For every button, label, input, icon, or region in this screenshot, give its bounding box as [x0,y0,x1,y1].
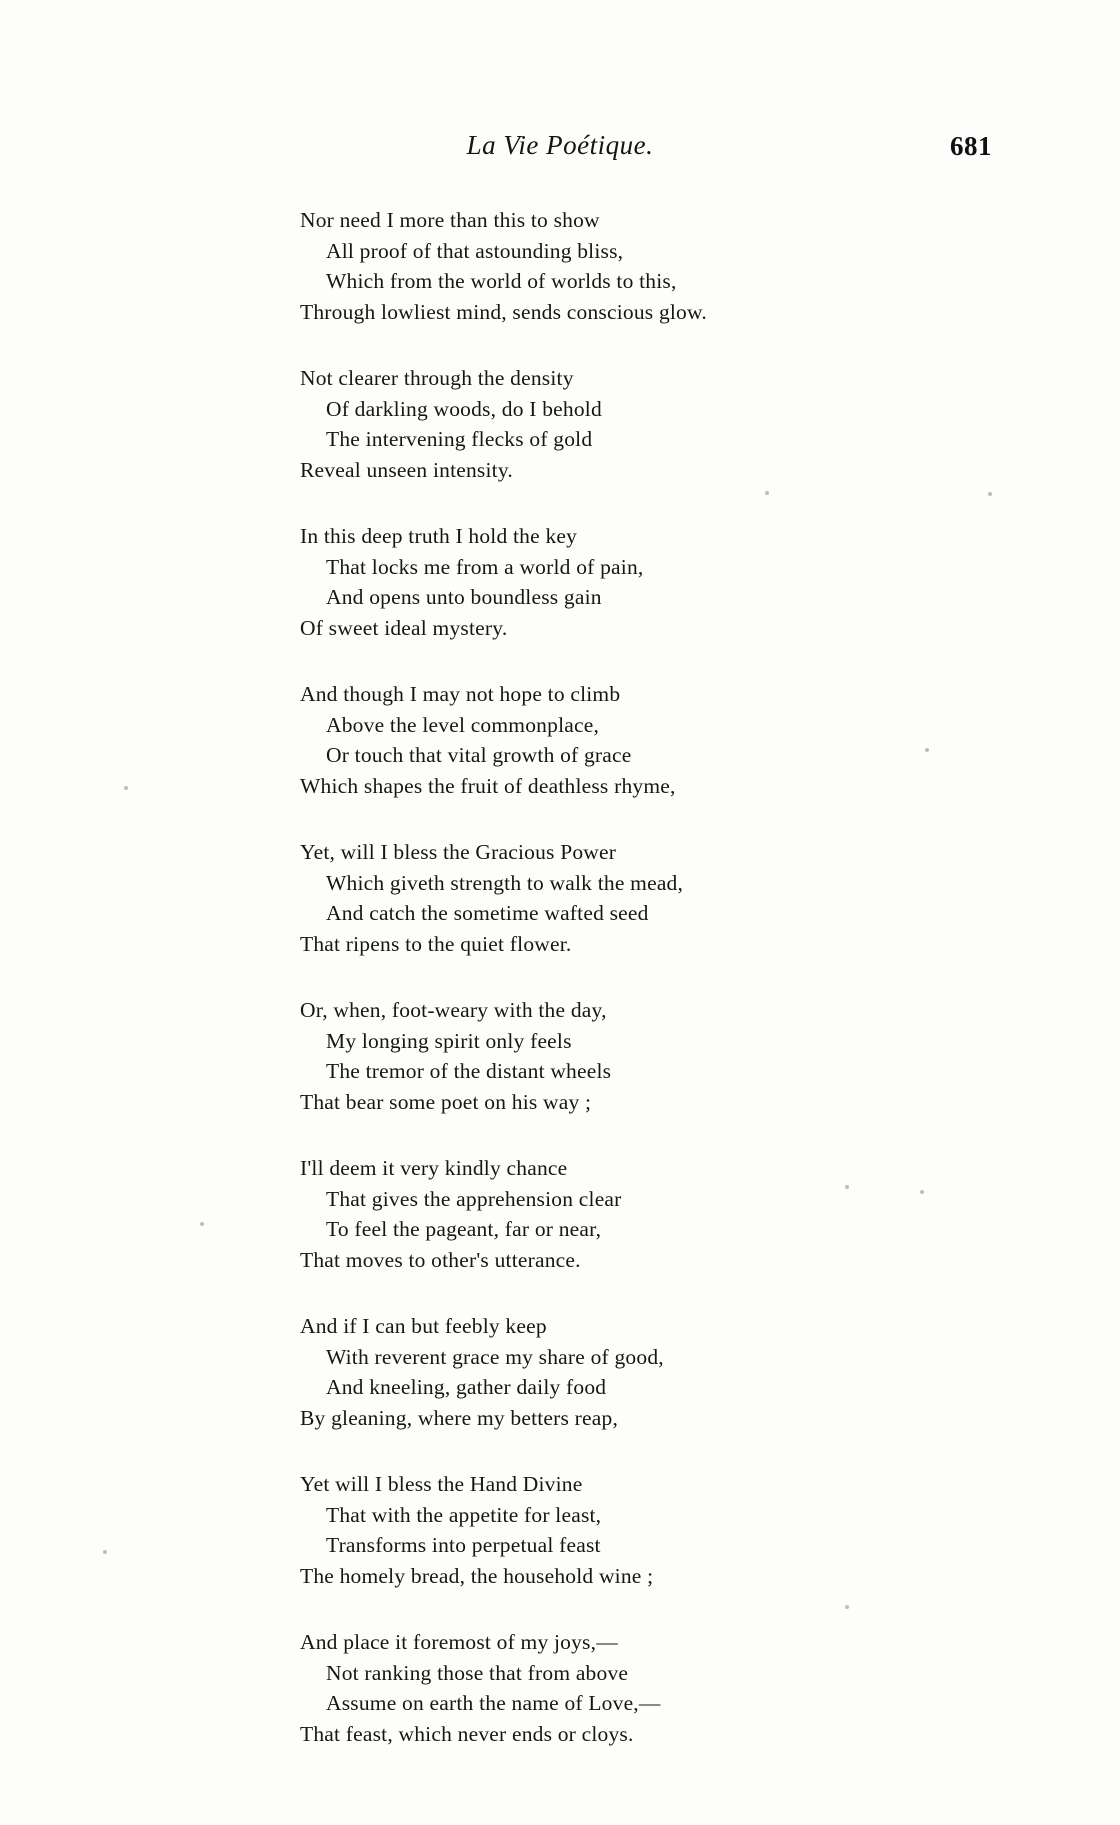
scan-speck [920,1190,924,1194]
poem-line: Not ranking those that from above [326,1660,629,1685]
scan-speck [124,786,128,790]
scan-speck [988,492,992,496]
poem-line: Yet will I bless the Hand Divine [300,1472,583,1496]
poem-line: And catch the sometime wafted seed [326,901,649,925]
poem-line: And kneeling, gather daily food [326,1375,607,1399]
stanza [300,521,960,643]
poem-line: Or, when, foot-weary with the day, [300,998,607,1022]
stanza [300,837,960,959]
poem-line: And if I can but feebly keep [300,1314,547,1338]
scan-speck [845,1605,849,1609]
stanza [300,205,960,327]
poem-line: Or touch that vital growth of grace [326,743,632,767]
scan-speck [765,491,769,495]
poem-line: All proof of that astounding bliss, [326,238,624,263]
stanza [300,679,960,801]
stanza [300,1153,960,1275]
poem-line: That feast, which never ends or cloys. [300,1721,634,1746]
poem-line: The tremor of the distant wheels [326,1059,612,1083]
poem-body [300,205,960,1785]
poem-line: I'll deem it very kindly chance [300,1156,568,1180]
poem-line: Not clearer through the density [300,366,574,390]
page-header [0,130,1120,170]
stanza [300,363,960,485]
running-title: La Vie Poétique. [466,130,654,160]
poem-line: And though I may not hope to climb [300,682,621,706]
poem-line: Above the level commonplace, [326,712,600,737]
poem-line: Nor need I more than this to show [300,208,600,232]
scan-speck [200,1222,204,1226]
stanza [300,1469,960,1591]
poem-line: Through lowliest mind, sends conscious glow. [300,299,707,324]
poem-line: The intervening flecks of gold [326,427,593,451]
poem-line: And place it foremost of my joys,— [300,1630,618,1654]
poem-line: The homely bread, the household wine ; [300,1563,654,1588]
stanza [300,1627,960,1749]
poem-line: With reverent grace my share of good, [326,1344,664,1369]
poem-line: That ripens to the quiet flower. [300,931,572,956]
poem-line: Reveal unseen intensity. [300,457,513,482]
poem-line: My longing spirit only feels [326,1028,572,1053]
poem-line: In this deep truth I hold the key [300,524,578,548]
poem-line: That bear some poet on his way ; [300,1089,592,1114]
poem-line: That locks me from a world of pain, [326,554,644,579]
poem-line: Which from the world of worlds to this, [326,269,677,293]
stanza [300,995,960,1117]
poem-line: Yet, will I bless the Gracious Power [300,840,617,864]
poem-line: That moves to other's utterance. [300,1247,581,1272]
poem-line: And opens unto boundless gain [326,585,602,609]
poem-line: By gleaning, where my betters reap, [300,1405,619,1430]
page-number: 681 [950,131,992,161]
poem-line: That gives the apprehension clear [326,1186,622,1211]
poem-line: Assume on earth the name of Love,— [326,1691,661,1715]
poem-line: Of darkling woods, do I behold [326,396,602,421]
poem-line: Which shapes the fruit of deathless rhyme, [300,773,676,798]
poem-line: Transforms into perpetual feast [326,1533,601,1557]
poem-line: That with the appetite for least, [326,1502,602,1527]
poem-line: Of sweet ideal mystery. [300,615,508,640]
scan-speck [845,1185,849,1189]
scan-speck [925,748,929,752]
stanza [300,1311,960,1433]
scan-speck [103,1550,107,1554]
poem-line: Which giveth strength to walk the mead, [326,870,684,895]
poem-line: To feel the pageant, far or near, [326,1217,602,1241]
